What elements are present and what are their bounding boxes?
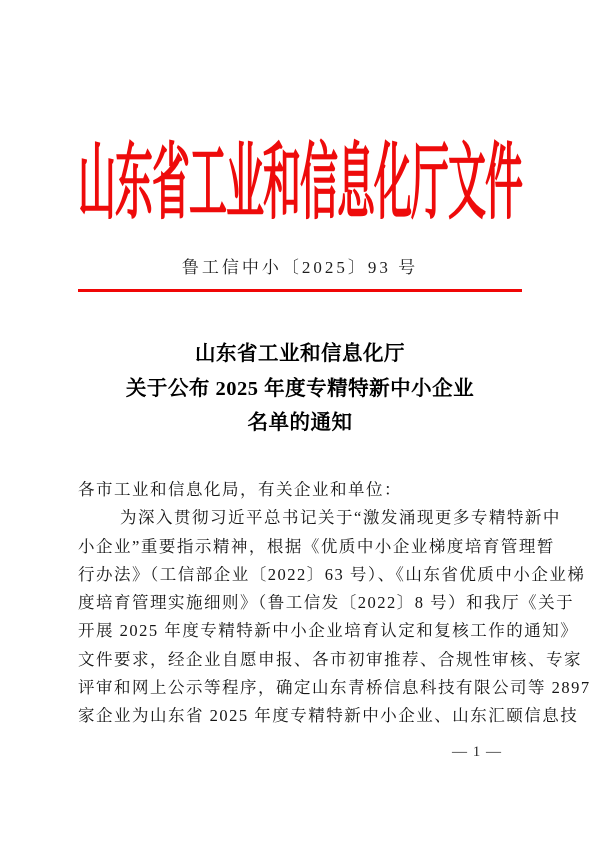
document-reference-number: 鲁工信中小〔2025〕93 号 <box>181 258 419 277</box>
body-line: 家企业为山东省 2025 年度专精特新中小企业、山东汇颐信息技 <box>78 706 579 726</box>
red-divider-line <box>78 289 522 292</box>
body-line: 文件要求，经企业自愿申报、各市初审推荐、合规性审核、专家 <box>78 649 582 669</box>
page-number: — 1 — <box>452 744 502 760</box>
body-line: 小企业”重要指示精神，根据《优质中小企业梯度培育管理暂 <box>78 536 555 556</box>
notice-body <box>78 476 591 731</box>
notice-title <box>0 337 600 441</box>
red-header-banner <box>0 131 600 231</box>
notice-title-line-2: 关于公布 2025 年度专精特新中小企业 <box>125 377 475 400</box>
body-line: 评审和网上公示等程序，确定山东青桥信息科技有限公司等 2897 <box>78 678 591 698</box>
notice-title-line-3: 名单的通知 <box>247 412 353 434</box>
body-line: 行办法》（工信部企业〔2022〕63 号）、《山东省优质中小企业梯 <box>78 564 586 584</box>
red-header-title: 山东省工业和信息化厅文件 <box>77 137 522 231</box>
body-line: 开展 2025 年度专精特新中小企业培育认定和复核工作的通知》 <box>78 621 579 641</box>
body-line: 度培育管理实施细则》（鲁工信发〔2022〕8 号）和我厅《关于 <box>78 593 575 613</box>
body-line: 为深入贯彻习近平总书记关于“激发涌现更多专精特新中 <box>120 508 561 528</box>
notice-title-line-1: 山东省工业和信息化厅 <box>195 343 405 365</box>
body-line-salutation: 各市工业和信息化局，有关企业和单位： <box>78 480 402 499</box>
